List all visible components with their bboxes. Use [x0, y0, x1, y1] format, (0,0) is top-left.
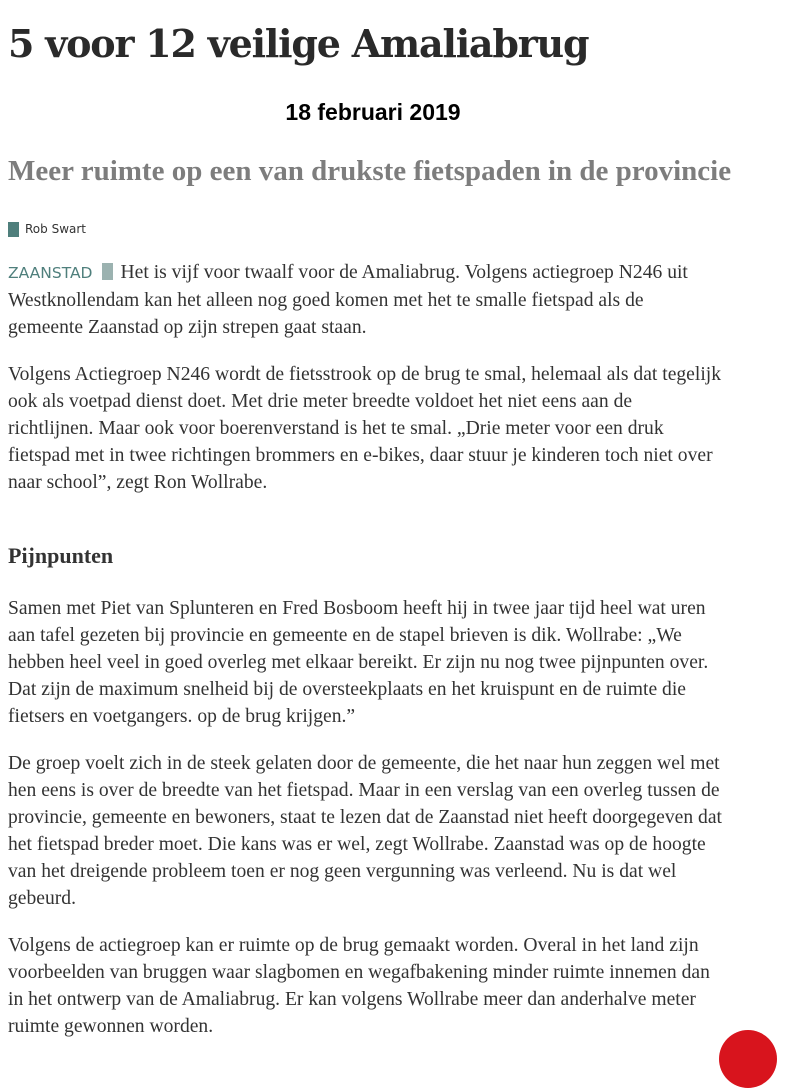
author-byline [8, 220, 86, 238]
paragraph-5 [8, 932, 792, 1040]
paragraph-line: provincie, gemeente en bewoners, staat te lezen dat de Zaanstad niet heeft doorgegeven dat [8, 807, 722, 828]
paragraph-line: van het dreigende probleem toen er nog geen vergunning was verleend. Nu is dat wel [8, 861, 677, 882]
paragraph-line: fietsers en voetgangers. op de brug krijgen.” [8, 706, 356, 727]
article-body [8, 259, 792, 1060]
paragraph-line: voorbeelden van bruggen waar slagbomen en wegafbakening minder ruimte innemen dan [8, 962, 710, 983]
paragraph-line: Dat zijn de maximum snelheid bij de oversteekplaats en het kruispunt en de ruimte die [8, 679, 686, 700]
paragraph-intro [8, 259, 792, 341]
article-subtitle: Meer ruimte op een van drukste fietspaden in de provincie [8, 155, 732, 187]
paragraph-4 [8, 750, 792, 912]
paragraph-line [8, 259, 792, 287]
paragraph-line: in het ontwerp van de Amaliabrug. Er kan volgens Wollrabe meer dan anderhalve meter [8, 989, 696, 1010]
paragraph-line-text: Het is vijf voor twaalf voor de Amaliabrug. Volgens actiegroep N246 uit [120, 262, 688, 283]
paragraph-2 [8, 361, 792, 496]
article-date: 18 februari 2019 [285, 99, 461, 125]
paragraph-3 [8, 595, 792, 730]
author-marker-icon [8, 222, 19, 237]
dateline-marker-icon [102, 263, 113, 280]
paragraph-line: het fietspad breder moet. Die kans was er wel, zegt Wollrabe. Zaanstad was op de hoogte [8, 834, 706, 855]
dateline: ZAANSTAD [8, 264, 93, 282]
paragraph-line: richtlijnen. Maar ook voor boerenverstand is het te smal. „Drie meter voor een druk [8, 418, 664, 439]
paragraph-line: Westknollendam kan het alleen nog goed komen met het te smalle fietspad als de [8, 290, 644, 311]
article-title: 5 voor 12 veilige Amaliabrug [8, 21, 589, 66]
paragraph-line: hebben heel veel in goed overleg met elkaar bereikt. Er zijn nu nog twee pijnpunten over. [8, 652, 709, 673]
author-name[interactable]: Rob Swart [25, 222, 86, 236]
paragraph-line: gebeurd. [8, 888, 77, 909]
paragraph-line: Volgens de actiegroep kan er ruimte op de brug gemaakt worden. Overal in het land zijn [8, 935, 699, 956]
paragraph-line: ruimte gewonnen worden. [8, 1016, 214, 1037]
paragraph-line: gemeente Zaanstad op zijn strepen gaat staan. [8, 317, 367, 338]
floating-action-button[interactable] [719, 1030, 777, 1088]
section-heading: Pijnpunten [8, 543, 114, 568]
paragraph-line: hen eens is over de breedte van het fietspad. Maar in een verslag van een overleg tussen de [8, 780, 720, 801]
paragraph-line: ook als voetpad dienst doet. Met drie meter breedte voldoet het niet eens aan de [8, 391, 633, 412]
paragraph-line: Volgens Actiegroep N246 wordt de fietsstrook op de brug te smal, helemaal als dat tegelijk [8, 364, 722, 385]
paragraph-line: De groep voelt zich in de steek gelaten door de gemeente, die het naar hun zeggen wel met [8, 753, 720, 774]
paragraph-line: naar school”, zegt Ron Wollrabe. [8, 472, 268, 493]
paragraph-line: Samen met Piet van Splunteren en Fred Bosboom heeft hij in twee jaar tijd heel wat uren [8, 598, 706, 619]
paragraph-line: fietspad met in twee richtingen brommers en e-bikes, daar stuur je kinderen toch niet over [8, 445, 713, 466]
paragraph-line: aan tafel gezeten bij provincie en gemeente en de stapel brieven is dik. Wollrabe: „We [8, 625, 682, 646]
